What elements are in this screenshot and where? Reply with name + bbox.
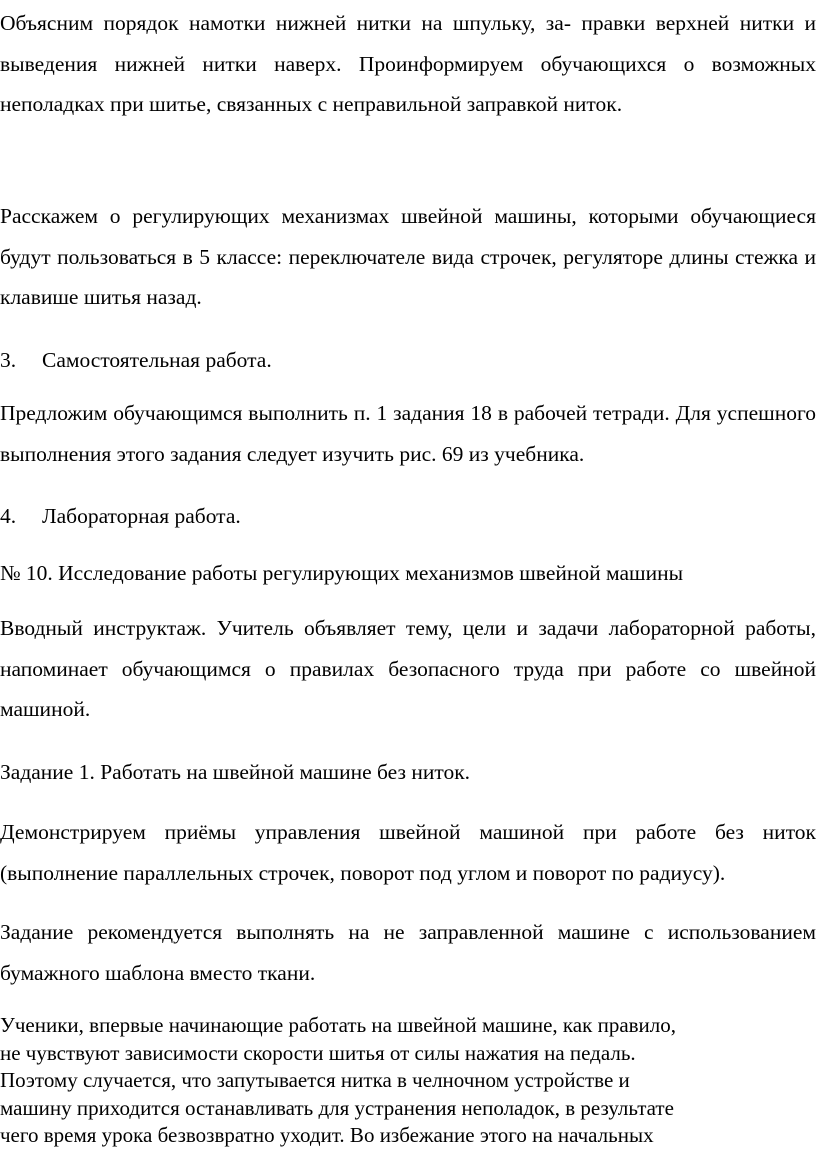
paragraph-line: Ученики, впервые начинающие работать на швейной машине, как правило,	[0, 1013, 677, 1037]
paragraph-thread-winding: Объясним порядок намотки нижней нитки на шпульку, за- правки верхней нитки и выведения нижней нитки наверх. Проинформируем обучающихся о возможных неполадках при шитье, связанных с неправильной заправкой ниток.	[0, 11, 816, 116]
list-item-lab-work	[0, 496, 816, 537]
paragraph-line: не чувствуют зависимости скорости шитья от силы нажатия на педаль.	[0, 1040, 636, 1065]
paragraph-workbook-task: Предложим обучающимся выполнить п. 1 задания 18 в рабочей тетради. Для успешного выполнения этого задания следует изучить рис. 69 из учебника.	[0, 401, 816, 466]
paragraph-demonstration: Демонстрируем приёмы управления швейной машиной при работе без ниток (выполнение параллельных строчек, поворот под углом и поворот по радиусу).	[0, 820, 816, 885]
list-item-text: Лабораторная работа.	[42, 504, 241, 528]
paragraph-regulating-mechanisms: Расскажем о регулирующих механизмах швейной машины, которыми обучающиеся будут пользоваться в 5 классе: переключателе вида строчек, регуляторе длины стежка и клавише шитья назад.	[0, 204, 816, 309]
list-item-number: 3.	[0, 348, 17, 372]
paragraph-line: машину приходится останавливать для устранения неполадок, в результате	[0, 1095, 674, 1120]
lab-work-title: № 10. Исследование работы регулирующих механизмов швейной машины	[0, 561, 684, 585]
task-1-heading: Задание 1. Работать на швейной машине без ниток.	[0, 760, 471, 784]
paragraph-line: Поэтому случается, что запутывается нитка в челночном устройстве и	[0, 1068, 630, 1092]
paragraph-intro-briefing: Вводный инструктаж. Учитель объявляет тему, цели и задачи лабораторной работы, напоминает обучающимся о правилах безопасного труда при работе со швейной машиной.	[0, 616, 816, 721]
list-item-text: Самостоятельная работа.	[42, 348, 272, 372]
list-item-number: 4.	[0, 504, 17, 528]
paragraph-beginners	[0, 1012, 800, 1150]
list-item-independent-work	[0, 340, 816, 381]
paragraph-task-recommendation: Задание рекомендуется выполнять на не заправленной машине с использованием бумажного шаблона вместо ткани.	[0, 920, 816, 985]
paragraph-line: чего время урока безвозвратно уходит. Во избежание этого на начальных	[0, 1123, 654, 1147]
